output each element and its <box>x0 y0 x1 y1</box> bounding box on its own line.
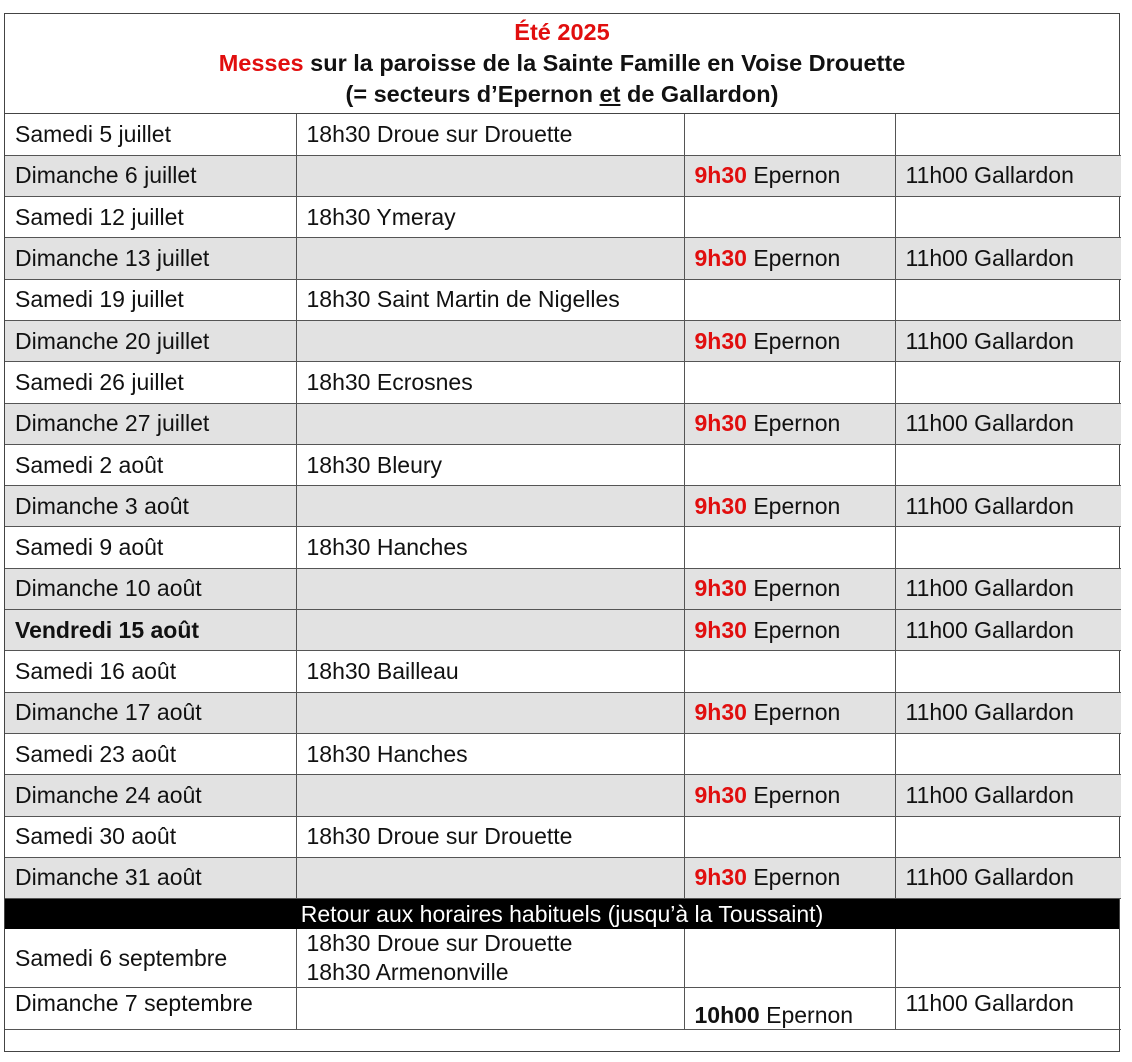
table-row <box>5 775 1121 816</box>
day-cell: Samedi 19 juillet <box>5 279 296 320</box>
morning-mass-cell <box>684 857 895 898</box>
morning-mass-cell <box>684 320 895 361</box>
evening-mass-cell <box>296 692 684 733</box>
mass-place: Epernon <box>746 492 841 519</box>
return-banner: Retour aux horaires habituels (jusqu’à la Toussaint) <box>5 899 1119 929</box>
day-cell: Dimanche 17 août <box>5 692 296 733</box>
table-row <box>5 238 1121 279</box>
mass-place: Epernon <box>746 327 841 354</box>
table-row <box>5 692 1121 733</box>
evening-mass-cell: 18h30 Hanches <box>296 733 684 774</box>
mass-time: 9h30 <box>694 162 747 189</box>
table-row <box>5 320 1121 361</box>
late-mass-cell: 11h00 Gallardon <box>895 775 1121 816</box>
table-row <box>5 486 1121 527</box>
day-cell: Dimanche 24 août <box>5 775 296 816</box>
table-row <box>5 197 1121 238</box>
table-row <box>5 403 1121 444</box>
day-cell: Dimanche 10 août <box>5 568 296 609</box>
mass-time: 9h30 <box>694 410 747 437</box>
day-cell: Dimanche 20 juillet <box>5 320 296 361</box>
header-messes: Messes <box>218 50 304 76</box>
late-mass-cell <box>895 197 1121 238</box>
day-cell: Samedi 26 juillet <box>5 362 296 403</box>
morning-mass-cell <box>684 279 895 320</box>
evening-mass-cell <box>296 155 684 196</box>
day-cell: Samedi 9 août <box>5 527 296 568</box>
day-cell: Samedi 16 août <box>5 651 296 692</box>
morning-mass-cell <box>684 816 895 857</box>
header-title: Été 2025 <box>514 19 610 45</box>
evening-mass-line: 18h30 Droue sur Drouette <box>306 930 573 957</box>
morning-mass-cell <box>684 155 895 196</box>
late-mass-cell: 11h00 Gallardon <box>895 692 1121 733</box>
mass-time: 9h30 <box>694 864 747 891</box>
mass-place: Epernon <box>746 410 841 437</box>
late-mass-cell: 11h00 Gallardon <box>895 238 1121 279</box>
evening-mass-cell: 18h30 Bailleau <box>296 651 684 692</box>
late-mass-cell: 11h00 Gallardon <box>895 988 1121 1030</box>
evening-mass-cell <box>296 929 684 988</box>
mass-time: 9h30 <box>694 616 747 643</box>
day-cell: Samedi 5 juillet <box>5 114 296 155</box>
day-cell: Samedi 6 septembre <box>5 929 296 988</box>
morning-mass-cell <box>684 444 895 485</box>
day-cell: Dimanche 3 août <box>5 486 296 527</box>
late-mass-cell <box>895 816 1121 857</box>
late-mass-cell <box>895 929 1121 988</box>
table-row <box>5 527 1121 568</box>
mass-place: Epernon <box>746 699 841 726</box>
evening-mass-cell <box>296 857 684 898</box>
morning-mass-cell <box>684 403 895 444</box>
table-row <box>5 362 1121 403</box>
late-mass-cell <box>895 114 1121 155</box>
table-row <box>5 444 1121 485</box>
mass-time: 9h30 <box>694 781 747 808</box>
late-mass-cell <box>895 362 1121 403</box>
mass-place: Epernon <box>746 616 841 643</box>
day-cell: Samedi 2 août <box>5 444 296 485</box>
morning-mass-cell <box>684 988 895 1030</box>
evening-mass-cell <box>296 486 684 527</box>
late-mass-cell: 11h00 Gallardon <box>895 155 1121 196</box>
morning-mass-cell <box>684 692 895 733</box>
late-mass-cell: 11h00 Gallardon <box>895 486 1121 527</box>
day-cell: Vendredi 15 août <box>5 610 296 651</box>
table-row <box>5 568 1121 609</box>
header-sectors-b: de Gallardon) <box>620 81 779 107</box>
mass-time: 9h30 <box>694 575 747 602</box>
schedule-rows <box>5 114 1121 899</box>
header-sectors <box>5 79 1119 110</box>
header-subtitle <box>5 48 1119 79</box>
late-mass-cell <box>895 651 1121 692</box>
mass-place: Epernon <box>746 864 841 891</box>
table-row <box>5 610 1121 651</box>
late-mass-cell <box>895 279 1121 320</box>
table-row <box>5 733 1121 774</box>
morning-mass-cell <box>684 568 895 609</box>
table-row <box>5 114 1121 155</box>
mass-time: 9h30 <box>694 492 747 519</box>
morning-mass-cell <box>684 733 895 774</box>
morning-mass-cell <box>684 486 895 527</box>
evening-mass-cell <box>296 568 684 609</box>
evening-mass-cell <box>296 775 684 816</box>
evening-mass-cell <box>296 403 684 444</box>
morning-mass-cell <box>684 929 895 988</box>
morning-mass-cell <box>684 362 895 403</box>
late-mass-cell: 11h00 Gallardon <box>895 610 1121 651</box>
mass-schedule-sheet <box>4 13 1120 1052</box>
day-cell: Samedi 23 août <box>5 733 296 774</box>
day-cell: Dimanche 13 juillet <box>5 238 296 279</box>
evening-mass-cell <box>296 238 684 279</box>
late-mass-cell: 11h00 Gallardon <box>895 568 1121 609</box>
evening-mass-cell: 18h30 Droue sur Drouette <box>296 816 684 857</box>
late-mass-cell: 11h00 Gallardon <box>895 857 1121 898</box>
morning-mass-cell <box>684 610 895 651</box>
morning-mass-cell <box>684 527 895 568</box>
late-mass-cell <box>895 444 1121 485</box>
day-cell: Dimanche 31 août <box>5 857 296 898</box>
late-mass-cell <box>895 733 1121 774</box>
table-row <box>5 857 1121 898</box>
day-cell: Dimanche 6 juillet <box>5 155 296 196</box>
mass-place: Epernon <box>746 162 841 189</box>
evening-mass-cell: 18h30 Ecrosnes <box>296 362 684 403</box>
schedule-header <box>5 14 1119 114</box>
mass-time: 9h30 <box>694 245 747 272</box>
late-mass-cell: 11h00 Gallardon <box>895 403 1121 444</box>
mass-time: 9h30 <box>694 327 747 354</box>
evening-mass-cell <box>296 988 684 1030</box>
mass-place: Epernon <box>746 245 841 272</box>
evening-mass-cell <box>296 320 684 361</box>
morning-mass-cell <box>684 651 895 692</box>
day-cell: Dimanche 7 septembre <box>5 988 296 1030</box>
morning-mass-cell <box>684 197 895 238</box>
late-mass-cell: 11h00 Gallardon <box>895 320 1121 361</box>
evening-mass-cell: 18h30 Hanches <box>296 527 684 568</box>
evening-mass-cell: 18h30 Saint Martin de Nigelles <box>296 279 684 320</box>
mass-time: 10h00 <box>694 1002 760 1029</box>
schedule-table <box>5 114 1121 899</box>
evening-mass-line: 18h30 Armenonville <box>306 959 509 986</box>
morning-mass-cell <box>684 114 895 155</box>
evening-mass-cell: 18h30 Droue sur Drouette <box>296 114 684 155</box>
table-row <box>5 988 1121 1030</box>
evening-mass-cell <box>296 610 684 651</box>
header-sectors-a: (= secteurs d’Epernon <box>345 81 600 107</box>
evening-mass-cell: 18h30 Ymeray <box>296 197 684 238</box>
day-cell: Dimanche 27 juillet <box>5 403 296 444</box>
table-row <box>5 651 1121 692</box>
table-row <box>5 929 1121 988</box>
day-cell: Samedi 30 août <box>5 816 296 857</box>
header-parish: sur la paroisse de la Sainte Famille en Voise Drouette <box>303 50 906 76</box>
header-sectors-underlined: et <box>599 81 621 107</box>
mass-place: Epernon <box>759 1002 854 1029</box>
table-row <box>5 155 1121 196</box>
mass-time: 9h30 <box>694 699 747 726</box>
table-row <box>5 279 1121 320</box>
morning-mass-cell <box>684 238 895 279</box>
morning-mass-cell <box>684 775 895 816</box>
september-table <box>5 929 1121 1030</box>
mass-place: Epernon <box>746 575 841 602</box>
day-cell: Samedi 12 juillet <box>5 197 296 238</box>
mass-place: Epernon <box>746 781 841 808</box>
evening-mass-cell: 18h30 Bleury <box>296 444 684 485</box>
late-mass-cell <box>895 527 1121 568</box>
table-row <box>5 816 1121 857</box>
